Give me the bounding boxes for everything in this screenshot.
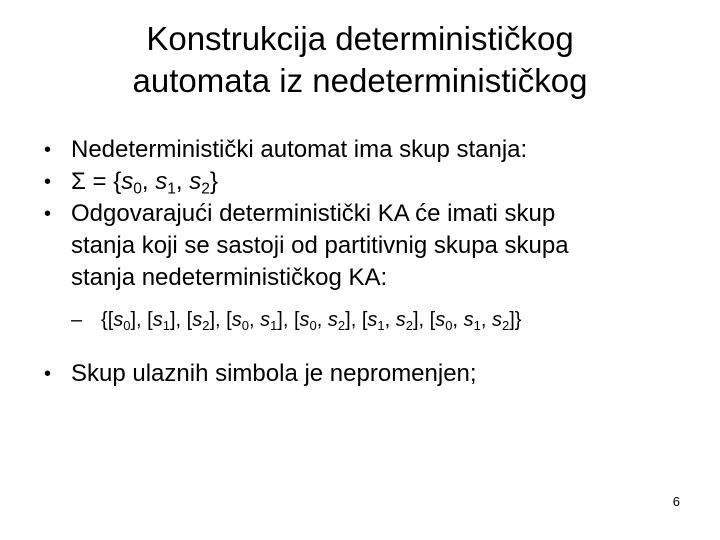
title-line-2: automata iz nedeterminističkog — [132, 62, 588, 99]
bullet-text: Nedeterministički automat ima skup stanja: — [71, 136, 528, 163]
page-number: 6 — [672, 494, 680, 509]
title-line-1: Konstrukcija determinističkog — [146, 20, 574, 57]
slide-content — [44, 134, 694, 396]
bullet-text: Skup ulaznih simbola je nepromenjen; — [71, 360, 477, 387]
bullet-item — [44, 198, 694, 294]
bullet-item — [44, 134, 694, 166]
bullet-dot: • — [44, 363, 52, 385]
powerset-sub-bullet — [44, 306, 694, 334]
bullet-text-line: stanja nedeterminističkog KA: — [71, 264, 388, 291]
bullet-dot: • — [44, 171, 52, 193]
bullet-item — [44, 358, 694, 390]
slide-title — [0, 18, 720, 102]
bullet-dot: • — [44, 139, 52, 161]
bullet-text-line: stanja koji se sastoji od partitivnig skupa skupa — [71, 232, 569, 259]
bullet-text-line: Odgovarajući deterministički KA će imati skup — [71, 200, 556, 227]
powerset-formula: {$[s_0]$, $[s_1]$, $[s_2]$, [$s_0$, $s_1$], [$s_0$, $s_2$], [$s_1$, $s_2$], [$s_0$, $s_1$, $s_2$]} — [101, 309, 522, 333]
sub-bullet-dash: – — [71, 309, 83, 331]
bullet-item — [44, 166, 694, 198]
bullet-dot: • — [44, 203, 52, 225]
state-set-formula: $\Sigma = \{s_0$, $s_1$, $s_2$} — [71, 168, 218, 198]
